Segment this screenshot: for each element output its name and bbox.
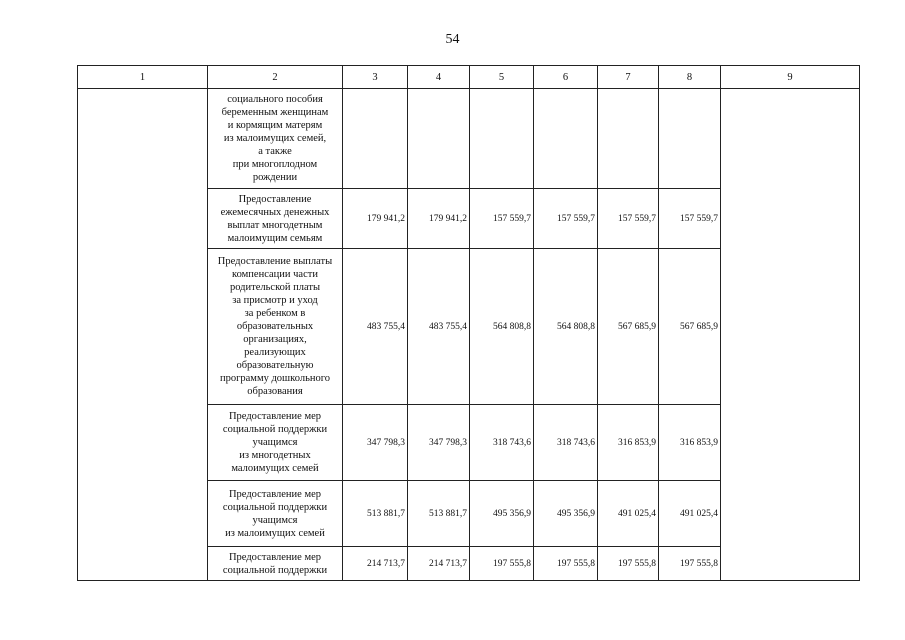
description-line: социальной поддержки	[222, 564, 328, 576]
value-cell-col-4: 214 713,7	[408, 547, 470, 581]
row-description	[208, 547, 343, 581]
page-number: 54	[445, 32, 460, 47]
value-cell-col-4: 513 881,7	[408, 481, 470, 547]
description-line: беременным женщинам	[221, 107, 329, 118]
value-cell-col-5: 157 559,7	[470, 189, 534, 249]
value-cell-col-7	[598, 89, 659, 189]
value-cell-col-5: 495 356,9	[470, 481, 534, 547]
value-cell-col-3: 214 713,7	[343, 547, 408, 581]
value-cell-col-8: 316 853,9	[659, 405, 721, 481]
value-cell-col-3	[343, 89, 408, 189]
value-cell-col-7: 491 025,4	[598, 481, 659, 547]
description-line: Предоставление мер	[228, 551, 322, 563]
description-line: за ребенком в	[244, 308, 306, 319]
column-header-2: 2	[208, 66, 343, 89]
value-cell-col-5: 564 808,8	[470, 249, 534, 405]
value-cell-col-5: 318 743,6	[470, 405, 534, 481]
value-cell-col-6	[534, 89, 598, 189]
description-line: образовательных	[236, 321, 314, 332]
value-cell-col-5: 197 555,8	[470, 547, 534, 581]
value-cell-col-7: 197 555,8	[598, 547, 659, 581]
value-cell-col-8: 157 559,7	[659, 189, 721, 249]
value-cell-col-6: 564 808,8	[534, 249, 598, 405]
description-line: образовательную	[236, 360, 314, 371]
budget-table	[77, 65, 860, 581]
value-cell-col-3: 513 881,7	[343, 481, 408, 547]
description-line: Предоставление мер	[228, 488, 322, 500]
value-cell-col-4: 179 941,2	[408, 189, 470, 249]
value-cell-col-7: 157 559,7	[598, 189, 659, 249]
header-row	[78, 66, 860, 89]
table-row	[78, 89, 860, 189]
column-header-1: 1	[78, 66, 208, 89]
value-cell-col-8: 491 025,4	[659, 481, 721, 547]
description-line: социальной поддержки	[222, 501, 328, 513]
description-line: Предоставление	[238, 193, 312, 205]
description-line: малоимущих семей	[231, 463, 319, 474]
row-description	[208, 481, 343, 547]
description-line: учащимся	[252, 437, 298, 448]
column-9-cell	[721, 89, 860, 581]
description-line: ежемесячных денежных	[220, 206, 330, 218]
description-line: из малоимущих семей	[225, 527, 325, 539]
column-header-8: 8	[659, 66, 721, 89]
description-line: и кормящим матерям	[227, 120, 323, 131]
description-line: социального пособия	[227, 94, 323, 105]
row-description	[208, 189, 343, 249]
value-cell-col-5	[470, 89, 534, 189]
value-cell-col-4	[408, 89, 470, 189]
value-cell-col-8: 567 685,9	[659, 249, 721, 405]
row-description	[208, 89, 343, 189]
description-line: учащимся	[252, 514, 298, 526]
description-line: социальной поддержки	[222, 424, 328, 435]
description-line: из многодетных	[239, 450, 311, 461]
column-header-7: 7	[598, 66, 659, 89]
column-header-3: 3	[343, 66, 408, 89]
description-line: Предоставление выплаты	[217, 256, 333, 267]
row-description	[208, 405, 343, 481]
description-line: за присмотр и уход	[232, 295, 318, 306]
value-cell-col-4: 483 755,4	[408, 249, 470, 405]
value-cell-col-6: 495 356,9	[534, 481, 598, 547]
description-line: образования	[247, 386, 303, 397]
table-body	[78, 89, 860, 581]
description-line: родительской платы	[229, 282, 321, 293]
description-line: Предоставление мер	[228, 411, 322, 422]
description-line: при многоплодном	[232, 159, 318, 170]
column-header-5: 5	[470, 66, 534, 89]
column-header-4: 4	[408, 66, 470, 89]
value-cell-col-6: 318 743,6	[534, 405, 598, 481]
value-cell-col-3: 179 941,2	[343, 189, 408, 249]
description-line: программу дошкольного	[219, 373, 331, 384]
value-cell-col-7: 316 853,9	[598, 405, 659, 481]
value-cell-col-3: 483 755,4	[343, 249, 408, 405]
value-cell-col-6: 197 555,8	[534, 547, 598, 581]
description-line: выплат многодетным	[227, 219, 323, 231]
value-cell-col-7: 567 685,9	[598, 249, 659, 405]
value-cell-col-6: 157 559,7	[534, 189, 598, 249]
row-description	[208, 249, 343, 405]
value-cell-col-4: 347 798,3	[408, 405, 470, 481]
description-line: реализующих	[244, 347, 306, 358]
value-cell-col-8: 197 555,8	[659, 547, 721, 581]
description-line: малоимущим семьям	[227, 232, 323, 244]
column-header-9: 9	[721, 66, 860, 89]
description-line: а также	[258, 146, 292, 157]
description-line: компенсации части	[232, 269, 318, 280]
column-header-6: 6	[534, 66, 598, 89]
value-cell-col-3: 347 798,3	[343, 405, 408, 481]
value-cell-col-8	[659, 89, 721, 189]
column-1-cell	[78, 89, 208, 581]
description-line: организациях,	[243, 334, 307, 345]
description-line: из малоимущих семей,	[223, 133, 327, 144]
description-line: рождении	[252, 172, 298, 183]
